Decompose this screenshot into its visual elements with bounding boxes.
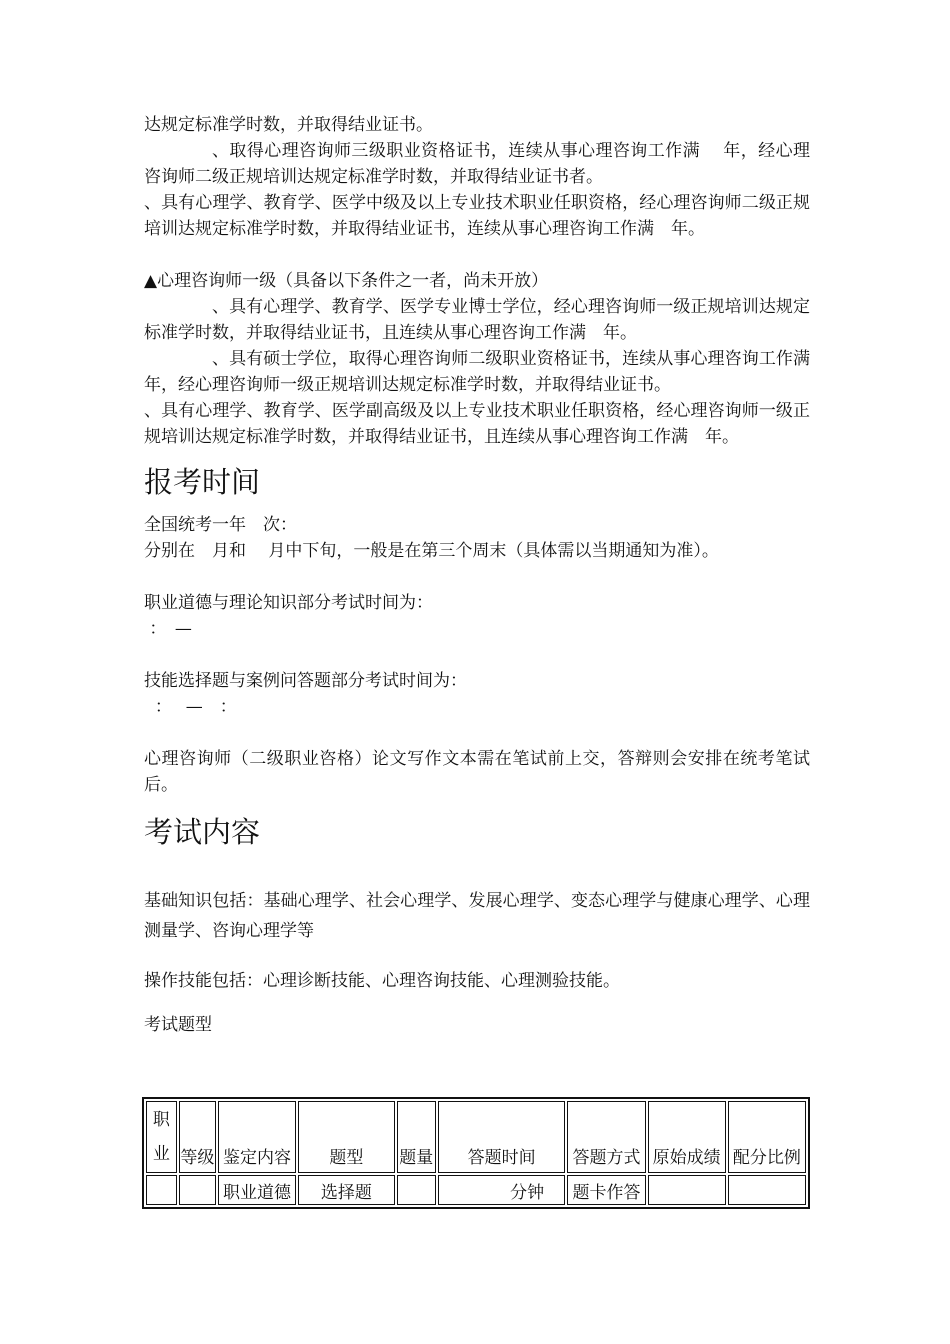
basic-knowledge: 基础知识包括：基础心理学、社会心理学、发展心理学、变态心理学与健康心理学、心理测量学、咨询心理学等 (144, 891, 810, 941)
skills-time-label: 技能选择题与案例问答题部分考试时间为： (144, 671, 467, 691)
paragraph-level1-item2: 、具有硕士学位，取得心理咨询师二级职业资格证书，连续从事心理咨询工作满 年，经心理咨询师一级正规培训达规定标准学时数，并取得结业证书。 (144, 349, 827, 395)
header-time: 答题时间 (438, 1101, 566, 1173)
document-body (144, 112, 827, 1038)
exam-type-table (142, 1097, 810, 1209)
paragraph-level2-item2: 、取得心理咨询师三级职业资格证书，连续从事心理咨询工作满 年，经心理咨询师二级正规培训达规定标准学时数，并取得结业证书者。 (144, 141, 810, 187)
ethics-time-label: 职业道德与理论知识部分考试时间为： (144, 593, 433, 613)
header-type: 题型 (298, 1101, 395, 1173)
cell-type: 选择题 (298, 1175, 395, 1205)
cell-raw-score (648, 1175, 726, 1205)
paragraph-level1-item1: 、具有心理学、教育学、医学专业博士学位，经心理咨询师一级正规培训达规定标准学时数，并取得结业证书，且连续从事心理咨询工作满 年。 (144, 297, 810, 343)
header-occupation: 职 业 (146, 1101, 177, 1173)
header-raw-score: 原始成绩 (648, 1101, 726, 1173)
exam-months: 分别在 月和 月中下旬，一般是在第三个周末（具体需以当期通知为准）。 (144, 541, 719, 561)
heading-exam-content: 考试内容 (144, 815, 261, 849)
header-method: 答题方式 (567, 1101, 645, 1173)
level1-title: ▲心理咨询师一级（具备以下条件之一者，尚未开放） (144, 271, 549, 291)
heading-exam-time: 报考时间 (144, 465, 261, 499)
paragraph-level2-item3: 、具有心理学、教育学、医学中级及以上专业技术职业任职资格，经心理咨询师二级正规培训达规定标准学时数，并取得结业证书，连续从事心理咨询工作满 年。 (144, 193, 810, 239)
cell-content: 职业道德 (218, 1175, 296, 1205)
cell-level (179, 1175, 216, 1205)
header-ratio: 配分比例 (728, 1101, 806, 1173)
cell-count (397, 1175, 436, 1205)
thesis-note: 心理咨询师（二级职业咨格）论文写作文本需在笔试前上交，答辩则会安排在统考笔试后。 (144, 749, 810, 795)
cell-time: 分钟 (438, 1175, 566, 1205)
paragraph-level2-cont: 达规定标准学时数，并取得结业证书。 (144, 115, 433, 135)
paragraph-level1-item3: 、具有心理学、教育学、医学副高级及以上专业技术职业任职资格，经心理咨询师一级正规培训达规定标准学时数，并取得结业证书，且连续从事心理咨询工作满 年。 (144, 401, 810, 447)
header-level: 等级 (179, 1101, 216, 1173)
cell-method: 题卡作答 (567, 1175, 645, 1205)
exam-frequency: 全国统考一年 次： (144, 515, 297, 535)
ethics-time-value: ： — (144, 619, 192, 639)
cell-ratio (728, 1175, 806, 1205)
header-count: 题量 (397, 1101, 436, 1173)
table-caption: 考试题型 (144, 1015, 212, 1035)
skills-time-value: ： — ： (144, 697, 237, 717)
cell-occupation (146, 1175, 177, 1205)
operation-skills: 操作技能包括：心理诊断技能、心理咨询技能、心理测验技能。 (144, 971, 620, 991)
table-header-row (146, 1101, 806, 1173)
header-content: 鉴定内容 (218, 1101, 296, 1173)
table-row (146, 1175, 806, 1205)
